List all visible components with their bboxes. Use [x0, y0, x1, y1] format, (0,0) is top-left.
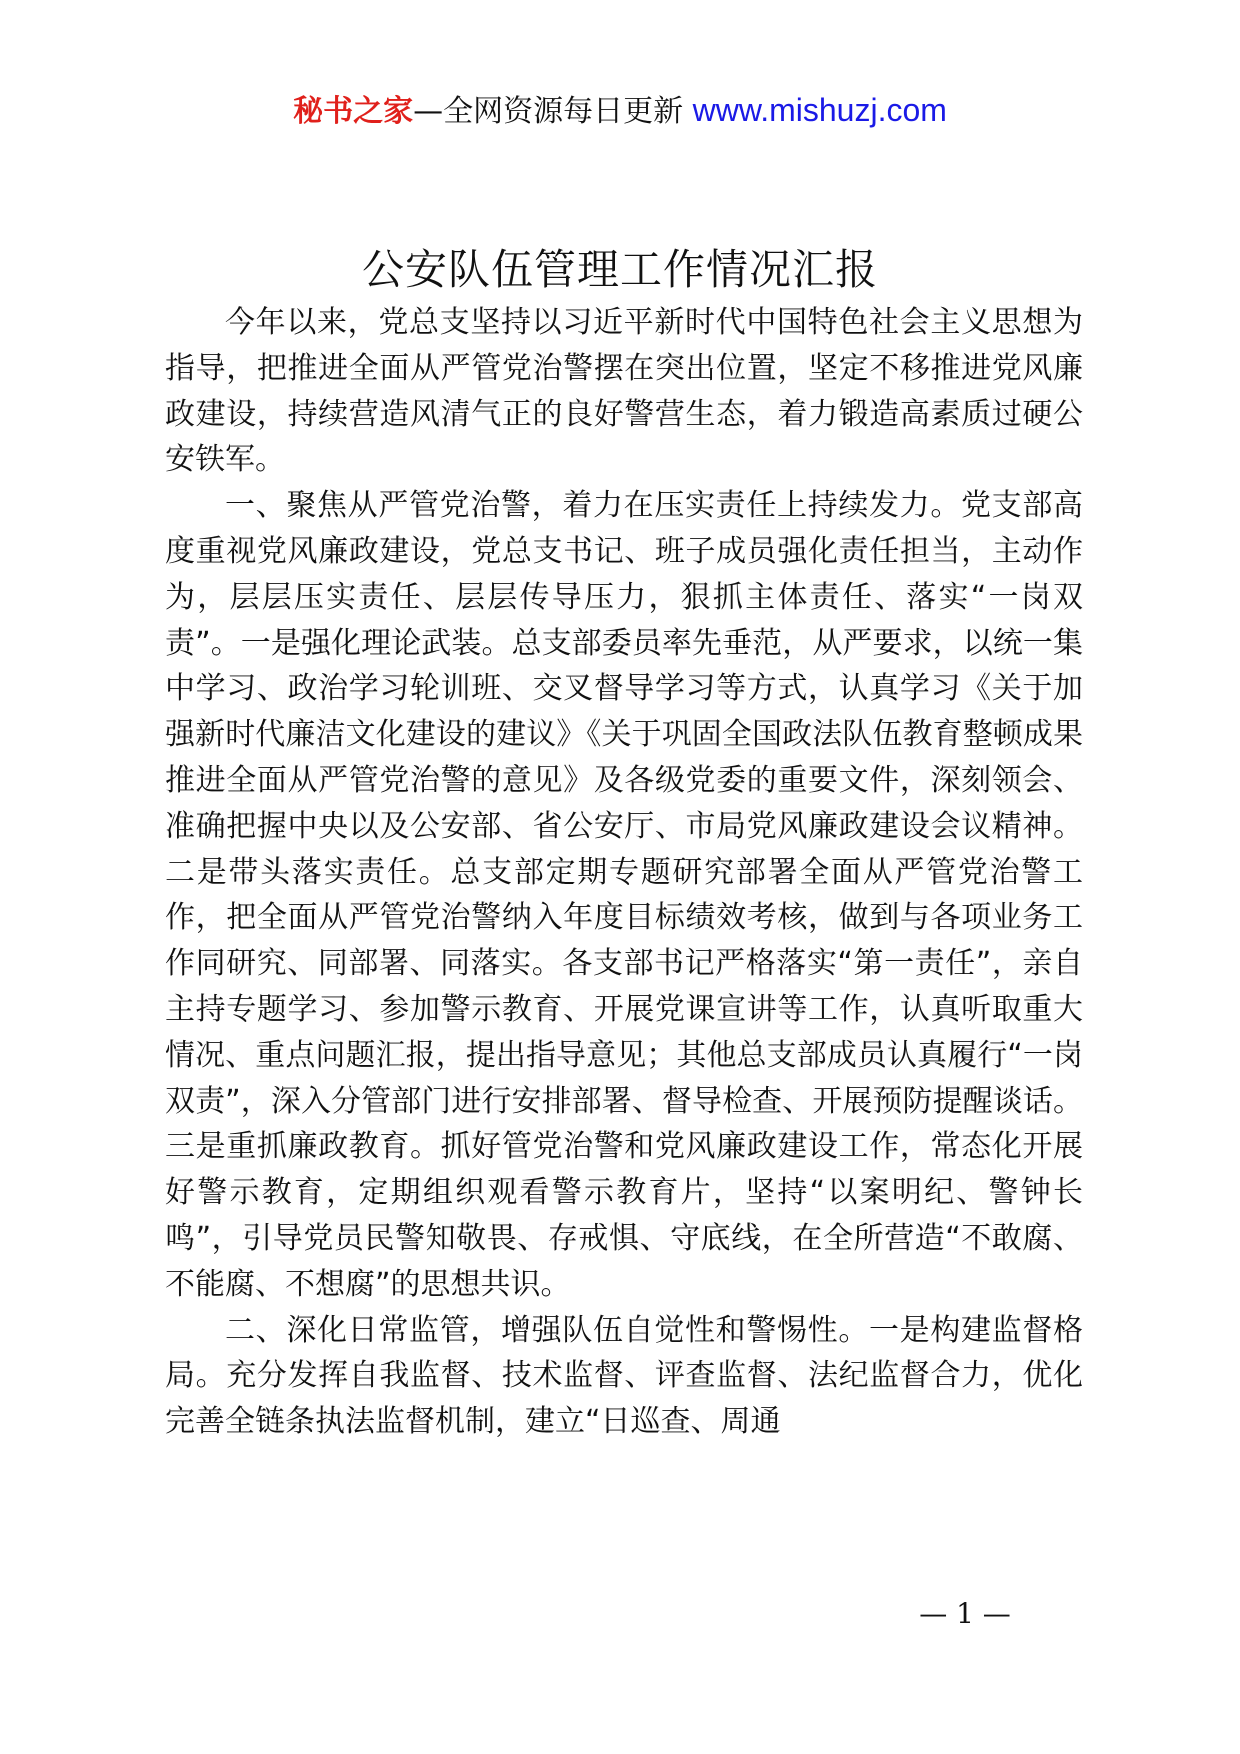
intro-paragraph: 今年以来，党总支坚持以习近平新时代中国特色社会主义思想为指导，把推进全面从严管党治警摆在突出位置，坚定不移推进党风廉政建设，持续营造风清气正的良好警营生态，着力锻造高素质过硬公安铁军。: [165, 305, 1083, 478]
document-title: 公安队伍管理工作情况汇报: [361, 245, 878, 294]
site-url: www.mishuzj.com: [692, 92, 947, 128]
document-body: [165, 300, 1083, 1445]
section-two-paragraph: 二、深化日常监管，增强队伍自觉性和警惕性。一是构建监督格局。充分发挥自我监督、技术监督、评查监督、法纪监督合力，优化完善全链条执法监督机制，建立“日巡查、周通: [165, 1312, 1083, 1440]
site-slogan: —全网资源每日更新: [413, 94, 684, 129]
page-number: — 1 —: [919, 1597, 1011, 1630]
site-watermark-header: [0, 88, 1240, 134]
site-brand-name: 秘书之家: [293, 94, 414, 129]
section-one-paragraph: 一、聚焦从严管党治警，着力在压实责任上持续发力。党支部高度重视党风廉政建设，党总支书记、班子成员强化责任担当，主动作为，层层压实责任、层层传导压力，狠抓主体责任、落实“一岗双责”。一是强化理论武装。总支部委员率先垂范，从严要求，以统一集中学习、政治学习轮训班、交叉督导学习等方式，认真学习《关于加强新时代廉洁文化建设的建议》《关于巩固全国政法队伍教育整顿成果推进全面从严管党治警的意见》及各级党委的重要文件，深刻领会、准确把握中央以及公安部、省公安厅、市局党风廉政建设会议精神。二是带头落实责任。总支部定期专题研究部署全面从严管党治警工作，把全面从严管党治警纳入年度目标绩效考核，做到与各项业务工作同研究、同部署、同落实。各支部书记严格落实“第一责任”，亲自主持专题学习、参加警示教育、开展党课宣讲等工作，认真听取重大情况、重点问题汇报，提出指导意见；其他总支部成员认真履行“一岗双责”，深入分管部门进行安排部署、督导检查、开展预防提醒谈话。三是重抓廉政教育。抓好管党治警和党风廉政建设工作，常态化开展好警示教育，定期组织观看警示教育片，坚持“以案明纪、警钟长鸣”，引导党员民警知敬畏、存戒惧、守底线，在全所营造“不敢腐、不能腐、不想腐”的思想共识。: [165, 488, 1083, 1302]
